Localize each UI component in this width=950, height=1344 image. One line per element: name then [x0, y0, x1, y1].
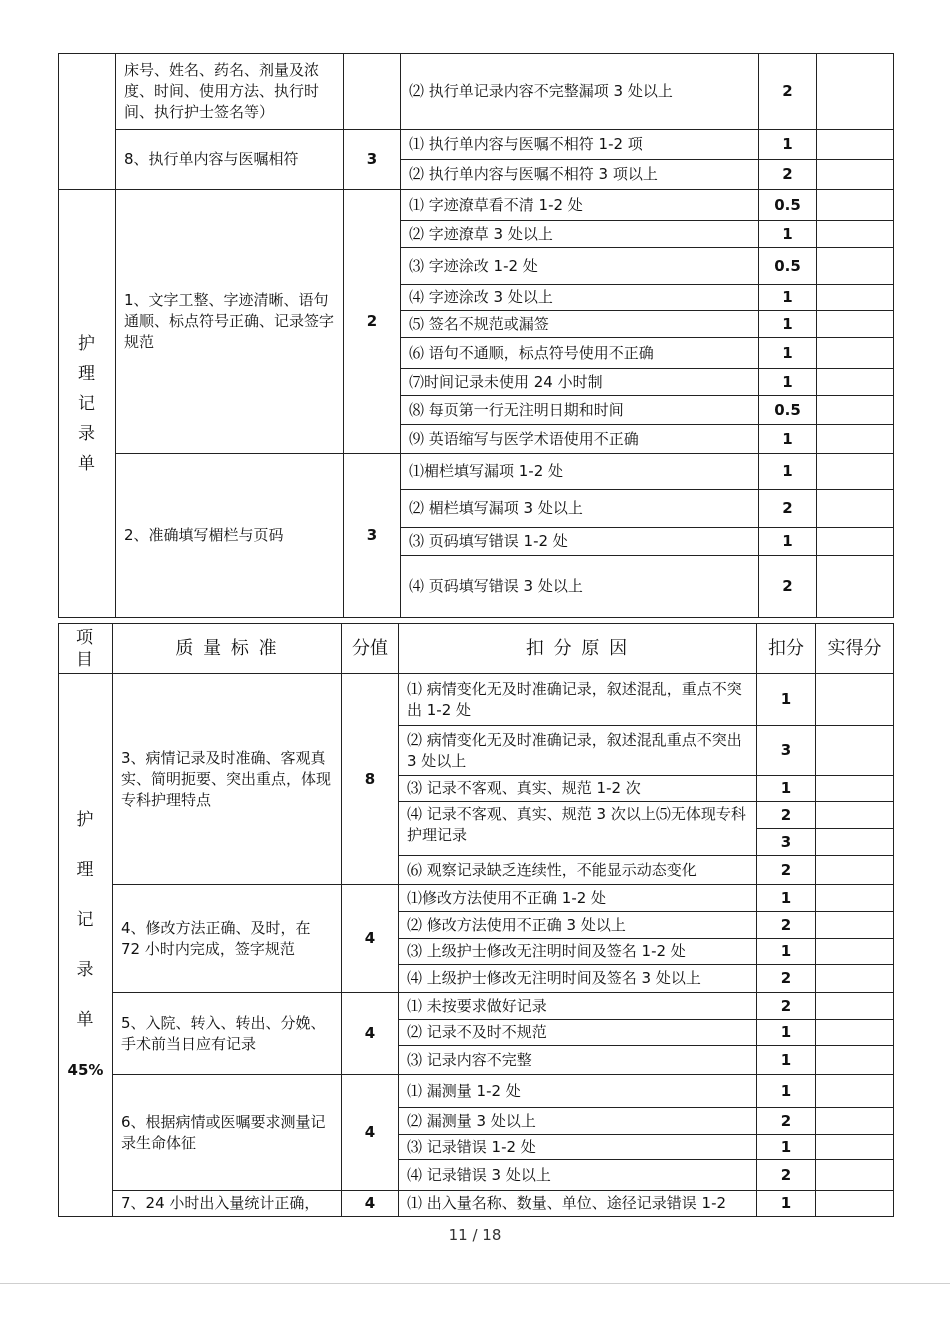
header-item: 项目 — [59, 624, 113, 674]
actual-score-cell[interactable] — [817, 190, 894, 221]
actual-score-cell[interactable] — [817, 221, 894, 248]
deduct-value: 1 — [757, 1020, 816, 1046]
reason-row: ⑺时间记录未使用 24 小时制 — [401, 369, 759, 396]
reason-row: ⑴ 病情变化无及时准确记录，叙述混乱，重点不突出 1-2 处 — [399, 674, 757, 726]
reason-row: ⑹ 观察记录缺乏连续性，不能显示动态变化 — [399, 856, 757, 885]
actual-score-cell[interactable] — [817, 311, 894, 338]
actual-score-cell[interactable] — [816, 965, 894, 993]
reason-row: ⑹ 语句不通顺，标点符号使用不正确 — [401, 338, 759, 369]
reason-row: ⑷ 记录错误 3 处以上 — [399, 1160, 757, 1191]
reason-row: ⑶ 记录内容不完整 — [399, 1046, 757, 1075]
standard-item7: 7、24 小时出入量统计正确， — [113, 1191, 342, 1217]
reason-row: ⑶ 记录不客观、真实、规范 1-2 次 — [399, 776, 757, 802]
deduct-value: 2 — [757, 1108, 816, 1135]
actual-score-cell[interactable] — [817, 248, 894, 285]
deduct-value: 1 — [759, 528, 817, 556]
deduct-value: 1 — [757, 1191, 816, 1217]
deduct-value: 1 — [757, 1075, 816, 1108]
standard-item1: 1、文字工整、字迹清晰、语句通顺、标点符号正确、记录签字规范 — [116, 190, 344, 454]
standard-item6: 6、根据病情或医嘱要求测量记录生命体征 — [113, 1075, 342, 1191]
actual-score-cell[interactable] — [816, 1191, 894, 1217]
deduct-value: 2 — [757, 965, 816, 993]
actual-score-cell[interactable] — [816, 1135, 894, 1160]
scoring-table-part1 — [58, 53, 894, 618]
reason-row: ⑴ 执行单内容与医嘱不相符 1-2 项 — [401, 130, 759, 160]
reason-row: ⑴ 漏测量 1-2 处 — [399, 1075, 757, 1108]
reason-row: ⑶ 记录错误 1-2 处 — [399, 1135, 757, 1160]
deduct-value: 1 — [759, 425, 817, 454]
actual-score-cell[interactable] — [817, 528, 894, 556]
standard-partial: 床号、姓名、药名、剂量及浓度、时间、使用方法、执行时间、执行护士签名等） — [116, 54, 344, 130]
points-item2: 3 — [344, 454, 401, 618]
deduct-value: 1 — [757, 674, 816, 726]
deduct-value: 1 — [759, 311, 817, 338]
reason-row: ⑶ 上级护士修改无注明时间及签名 1-2 处 — [399, 939, 757, 965]
deduct-value: 2 — [757, 802, 816, 829]
reason-row: ⑵ 修改方法使用不正确 3 处以上 — [399, 912, 757, 939]
actual-score-cell[interactable] — [816, 993, 894, 1020]
actual-score-cell[interactable] — [816, 776, 894, 802]
deduct-value: 2 — [759, 490, 817, 528]
standard-item8: 8、执行单内容与医嘱相符 — [116, 130, 344, 190]
points-item6: 4 — [342, 1075, 399, 1191]
reason-row: ⑵ 楣栏填写漏项 3 处以上 — [401, 490, 759, 528]
deduct-value: 2 — [759, 160, 817, 190]
deduct-value: 1 — [759, 130, 817, 160]
deduct-value: 1 — [757, 1046, 816, 1075]
deduct-value: 1 — [759, 369, 817, 396]
actual-score-cell[interactable] — [817, 338, 894, 369]
category-label-nursing-record: 护 理 记 录 单 — [59, 190, 116, 618]
points-item5: 4 — [342, 993, 399, 1075]
actual-score-cell[interactable] — [816, 674, 894, 726]
reason-row: ⑴ 未按要求做好记录 — [399, 993, 757, 1020]
header-standard: 质 量 标 准 — [113, 624, 342, 674]
actual-score-cell[interactable] — [816, 1160, 894, 1191]
actual-score-cell[interactable] — [816, 939, 894, 965]
page-number: 11 / 18 — [448, 1226, 502, 1244]
reason-row: ⑵ 漏测量 3 处以上 — [399, 1108, 757, 1135]
reason-row: ⑵ 执行单内容与医嘱不相符 3 项以上 — [401, 160, 759, 190]
reason-row: ⑼ 英语缩写与医学术语使用不正确 — [401, 425, 759, 454]
deduct-value: 2 — [757, 856, 816, 885]
actual-score-cell[interactable] — [816, 829, 894, 856]
actual-score-cell[interactable] — [816, 856, 894, 885]
actual-score-cell[interactable] — [817, 160, 894, 190]
actual-score-cell[interactable] — [816, 802, 894, 829]
deduct-value: 1 — [759, 285, 817, 311]
deduct-value: 0.5 — [759, 248, 817, 285]
standard-item5: 5、入院、转入、转出、分娩、手术前当日应有记录 — [113, 993, 342, 1075]
deduct-value: 2 — [757, 912, 816, 939]
actual-score-cell[interactable] — [817, 425, 894, 454]
deduct-value: 1 — [759, 221, 817, 248]
reason-row: ⑴楣栏填写漏项 1-2 处 — [401, 454, 759, 490]
actual-score-cell[interactable] — [816, 1075, 894, 1108]
deduct-value: 1 — [759, 338, 817, 369]
header-actual: 实得分 — [816, 624, 894, 674]
actual-score-cell[interactable] — [816, 1046, 894, 1075]
points-partial — [344, 54, 401, 130]
actual-score-cell[interactable] — [817, 454, 894, 490]
page-bottom-divider — [0, 1283, 950, 1284]
deduct-value: 2 — [759, 556, 817, 618]
category-label-nursing-record-45: 护 理 记 录 单 45% — [59, 674, 113, 1217]
actual-score-cell[interactable] — [817, 54, 894, 130]
deduct-value: 1 — [757, 939, 816, 965]
actual-score-cell[interactable] — [816, 912, 894, 939]
points-item1: 2 — [344, 190, 401, 454]
deduct-value: 1 — [757, 1135, 816, 1160]
deduct-value: 1 — [757, 776, 816, 802]
points-item7: 4 — [342, 1191, 399, 1217]
deduct-value: 3 — [757, 829, 816, 856]
header-reason: 扣 分 原 因 — [399, 624, 757, 674]
deduct-value: 2 — [757, 993, 816, 1020]
reason-row: ⑴ 出入量名称、数量、单位、途径记录错误 1-2 — [399, 1191, 757, 1217]
reason-partial: ⑵ 执行单记录内容不完整漏项 3 处以上 — [401, 54, 759, 130]
category-cell-empty — [59, 54, 116, 190]
reason-row: ⑶ 页码填写错误 1-2 处 — [401, 528, 759, 556]
deduct-value: 0.5 — [759, 396, 817, 425]
points-item8: 3 — [344, 130, 401, 190]
actual-score-cell[interactable] — [817, 130, 894, 160]
deduct-value: 2 — [757, 1160, 816, 1191]
reason-row: ⑵ 病情变化无及时准确记录，叙述混乱重点不突出 3 处以上 — [399, 726, 757, 776]
header-deduct: 扣分 — [757, 624, 816, 674]
actual-score-cell[interactable] — [816, 885, 894, 912]
actual-score-cell[interactable] — [816, 1108, 894, 1135]
points-item4: 4 — [342, 885, 399, 993]
reason-row: ⑷ 记录不客观、真实、规范 3 次以上⑸无体现专科护理记录 — [399, 802, 757, 856]
actual-score-cell[interactable] — [816, 1020, 894, 1046]
reason-row: ⑴ 字迹潦草看不清 1-2 处 — [401, 190, 759, 221]
points-item3: 8 — [342, 674, 399, 885]
reason-row: ⑻ 每页第一行无注明日期和时间 — [401, 396, 759, 425]
deduct-value: 1 — [759, 454, 817, 490]
actual-score-cell[interactable] — [817, 285, 894, 311]
reason-row: ⑷ 页码填写错误 3 处以上 — [401, 556, 759, 618]
deduct-value: 3 — [757, 726, 816, 776]
standard-item4: 4、修改方法正确、及时，在 72 小时内完成，签字规范 — [113, 885, 342, 993]
actual-score-cell[interactable] — [817, 396, 894, 425]
reason-row: ⑵ 字迹潦草 3 处以上 — [401, 221, 759, 248]
reason-row: ⑵ 记录不及时不规范 — [399, 1020, 757, 1046]
scoring-table-part2 — [58, 623, 894, 1217]
reason-row: ⑶ 字迹涂改 1-2 处 — [401, 248, 759, 285]
actual-score-cell[interactable] — [817, 369, 894, 396]
standard-item3: 3、病情记录及时准确、客观真实、简明扼要、突出重点，体现专科护理特点 — [113, 674, 342, 885]
reason-row: ⑸ 签名不规范或漏签 — [401, 311, 759, 338]
header-points: 分值 — [342, 624, 399, 674]
actual-score-cell[interactable] — [816, 726, 894, 776]
deduct-value: 0.5 — [759, 190, 817, 221]
deduct-partial: 2 — [759, 54, 817, 130]
standard-item2: 2、准确填写楣栏与页码 — [116, 454, 344, 618]
reason-row: ⑷ 字迹涂改 3 处以上 — [401, 285, 759, 311]
deduct-value: 1 — [757, 885, 816, 912]
reason-row: ⑴修改方法使用不正确 1-2 处 — [399, 885, 757, 912]
actual-score-cell[interactable] — [817, 490, 894, 528]
actual-score-cell[interactable] — [817, 556, 894, 618]
reason-row: ⑷ 上级护士修改无注明时间及签名 3 处以上 — [399, 965, 757, 993]
table-header-row — [59, 624, 894, 674]
